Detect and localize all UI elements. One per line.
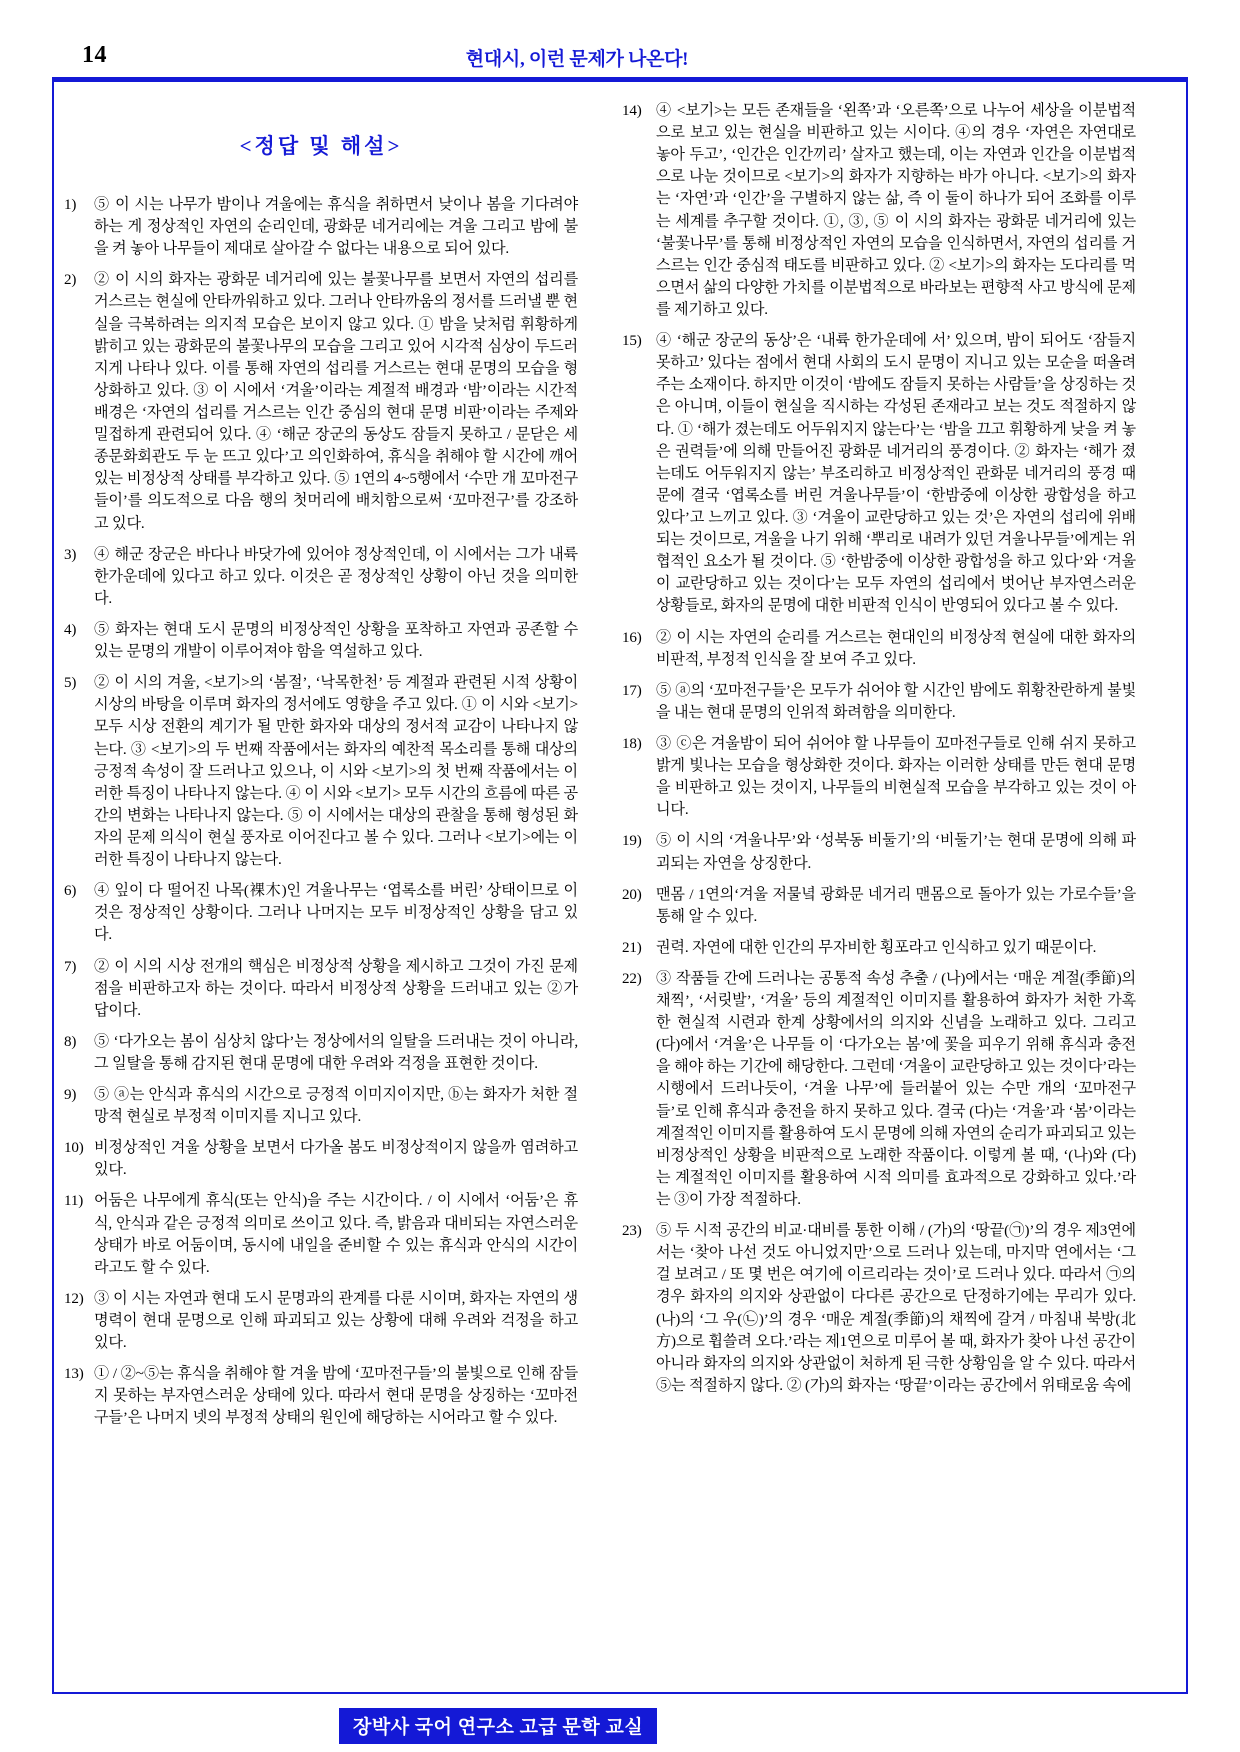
page-header [52, 42, 1188, 82]
answer-text: 비정상적인 겨울 상황을 보면서 다가올 봄도 비정상적이지 않을까 염려하고 있다. [94, 1140, 578, 1179]
answer-number: 18) [622, 735, 642, 752]
answer-text: ② 이 시는 자연의 순리를 거스르는 현대인의 비정상적 현실에 대한 화자의 비판적, 부정적 인식을 잘 보여 주고 있다. [656, 629, 1136, 668]
answer-text: ⑤ ⓐ의 ‘꼬마전구들’은 모두가 쉬어야 할 시간인 밤에도 휘황찬란하게 불빛을 내는 현대 문명의 인위적 화려함을 의미한다. [656, 682, 1136, 721]
answer-text: ④ 잎이 다 떨어진 나목(裸木)인 겨울나무는 ‘엽록소를 버린’ 상태이므로 이것은 정상적인 상황이다. 그러나 나머지는 모두 비정상적인 상황을 담고 있다. [94, 883, 578, 944]
answer-item [64, 880, 578, 946]
left-answer-list [64, 194, 578, 1430]
right-column [622, 86, 1136, 1686]
left-column [64, 86, 578, 1686]
answer-number: 7) [64, 958, 77, 975]
answer-item [64, 194, 578, 260]
answer-item [64, 1084, 578, 1128]
answer-number: 15) [622, 333, 642, 350]
answer-number: 9) [64, 1087, 77, 1104]
two-column-body [56, 86, 1184, 1686]
answer-text: ④ <보기>는 모든 존재들을 ‘왼쪽’과 ‘오른쪽’으로 나누어 세상을 이분법적으로 보고 있는 현실을 비판하고 있는 시이다. ④의 경우 ‘자연은 자연대로 놓아 두고’, ‘인간은 인간끼리’ 살자고 했는데, 이는 자연과 인간을 이분법적으로 나눈 것이므로 <보기>의 화자가 지향하는 바가 아니다. <보기>의 화자는 ‘자연’과 ‘인간’을 구별하지 않는 삶, 즉 이 둘이 하나가 되어 조화를 이루는 세계를 추구할 것이다. ①, ③, ⑤ 이 시의 화자는 광화문 네거리에 있는 ‘불꽃나무’를 통해 비정상적인 자연의 모습을 인식하면서, 자연의 섭리를 거스르는 인간 중심적 태도를 비판하고 있다. ② <보기>의 화자는 도다리를 먹으면서 삶의 다양한 가치를 이분법적으로 바라보는 편향적 사고 방식에 문제를 제기하고 있다. [656, 103, 1136, 318]
answer-number: 8) [64, 1033, 77, 1050]
answer-item [622, 100, 1136, 321]
answer-text: 맨몸 / 1연의‘겨울 저물녘 광화문 네거리 맨몸으로 돌아가 있는 가로수들’을 통해 알 수 있다. [656, 886, 1136, 925]
answer-number: 6) [64, 883, 77, 900]
answer-number: 19) [622, 833, 642, 850]
answer-number: 13) [64, 1366, 84, 1383]
answer-text: ② 이 시의 겨울, <보기>의 ‘봄절’, ‘낙목한천’ 등 계절과 관련된 시적 상황이 시상의 바탕을 이루며 화자의 정서에도 영향을 주고 있다. ① 이 시와 <보기> 모두 시상 전환의 계기가 될 만한 화자와 대상의 정서적 교감이 나타나지 않는다. ③ <보기>의 두 번째 작품에서는 화자의 예찬적 목소리를 통해 대상의 긍정적 속성이 잘 드러나고 있으나, 이 시와 <보기>의 첫 번째 작품에서는 이러한 특징이 나타나지 않는다. ④ 이 시와 <보기> 모두 시간의 흐름에 따른 공간의 변화는 나타나지 않는다. ⑤ 이 시에서는 대상의 관찰을 통해 형성된 화자의 문제 의식이 현실 풍자로 이어진다고 볼 수 있다. 그러나 <보기>에는 이러한 특징이 나타나지 않는다. [94, 675, 578, 869]
answer-text: ⑤ ‘다가오는 봄이 심상치 않다’는 정상에서의 일탈을 드러내는 것이 아니라, 그 일탈을 통해 감지된 현대 문명에 대한 우려와 걱정을 표현한 것이다. [94, 1033, 578, 1072]
answer-text: ④ 해군 장군은 바다나 바닷가에 있어야 정상적인데, 이 시에서는 그가 내륙 한가운데에 있다고 하고 있다. 이것은 곧 정상적인 상황이 아닌 것을 의미한다. [94, 546, 578, 607]
answer-number: 20) [622, 886, 642, 903]
answer-item [64, 1363, 578, 1429]
answer-text: ② 이 시의 화자는 광화문 네거리에 있는 불꽃나무를 보면서 자연의 섭리를 거스르는 현실에 안타까워하고 있다. 그러나 안타까움의 정서를 드러낼 뿐 현실을 극복하려는 의지적 모습은 보이지 않고 있다. ① 밤을 낮처럼 휘황하게 밝히고 있는 광화문의 불꽃나무의 모습을 그리고 있어 시각적 심상이 두드러지게 나타나 있다. 이를 통해 자연의 섭리를 거스르는 현대 문명의 모습을 형상화하고 있다. ③ 이 시에서 ‘겨울’이라는 계절적 배경과 ‘밤’이라는 시간적 배경은 ‘자연의 섭리를 거스르는 인간 중심의 현대 문명 비판’이라는 주제와 밀접하게 관련되어 있다. ④ ‘해군 장군의 동상도 잠들지 못하고 / 문닫은 세종문화회관도 두 눈 뜨고 있다’고 의인화하여, 휴식을 취해야 할 시간에 깨어 있는 비정상적 상태를 부각하고 있다. ⑤ 1연의 4~5행에서 ‘수만 개 꼬마전구들이’를 의도적으로 다음 행의 첫머리에 배치함으로써 ‘꼬마전구’를 강조하고 있다. [94, 272, 578, 532]
answer-number: 10) [64, 1140, 84, 1157]
answer-number: 12) [64, 1290, 84, 1307]
answer-item [622, 830, 1136, 874]
answer-text: ④ ‘해군 장군의 동상’은 ‘내륙 한가운데에 서’ 있으며, 밤이 되어도 ‘잠들지 못하고’ 있다는 점에서 현대 사회의 도시 문명이 지니고 있는 모순을 떠올려 주는 소재이다. 하지만 이것이 ‘밤에도 잠들지 못하는 사람들’을 상징하는 것은 아니며, 이들이 현실을 직시하는 각성된 존재라고 보는 것도 적절하지 않다. ① ‘해가 졌는데도 어두워지지 않는다’는 ‘밤을 끄고 휘황하게 낮을 켜 놓은 권력들’에 의해 만들어진 광화문 네거리의 풍경이다. ② 화자는 ‘해가 졌는데도 어두워지지 않는’ 부조리하고 비정상적인 관화문 네거리의 풍경 때문에 결국 ‘엽록소를 버린 겨울나무들’이 ‘한밤중에 이상한 광합성을 하고 있다’고 느끼고 있다. ③ ‘겨울이 교란당하고 있는 것’은 자연의 섭리에 위배되는 것이므로, 겨울을 나기 위해 ‘뿌리로 내려가 있던 겨울나무들’에게는 위협적인 요소가 될 것이다. ⑤ ‘한밤중에 이상한 광합성을 하고 있다’와 ‘겨울이 교란당하고 있는 것이다’는 모두 자연의 섭리에서 벗어난 부자연스러운 상황들로, 화자의 문명에 대한 비판적 인식이 반영되어 있다고 볼 수 있다. [656, 333, 1136, 615]
answer-number: 22) [622, 970, 642, 987]
answer-text: ⑤ 이 시는 나무가 밤이나 겨울에는 휴식을 취하면서 낮이나 봄을 기다려야 하는 게 정상적인 자연의 순리인데, 광화문 네거리에는 겨울 그리고 밤에 불을 켜 놓아 나무들이 제대로 살아갈 수 없다는 내용으로 되어 있다. [94, 197, 578, 258]
answer-number: 1) [64, 197, 77, 213]
answer-number: 2) [64, 272, 77, 289]
answer-text: ⑤ 이 시의 ‘겨울나무’와 ‘성북동 비둘기’의 ‘비둘기’는 현대 문명에 의해 파괴되는 자연을 상징한다. [656, 833, 1136, 872]
answer-item [622, 937, 1136, 959]
section-title: <정답 및 해설> [239, 134, 403, 158]
answer-item [64, 1190, 578, 1278]
answer-item [64, 544, 578, 610]
answer-number: 3) [64, 546, 77, 563]
answer-number: 16) [622, 629, 642, 646]
answer-text: ③ 이 시는 자연과 현대 도시 문명과의 관계를 다룬 시이며, 화자는 자연의 생명력이 현대 문명으로 인해 파괴되고 있는 상황에 대해 우려와 걱정을 하고 있다. [94, 1290, 578, 1352]
answer-item [64, 956, 578, 1022]
answer-item [622, 330, 1136, 617]
answer-text: 어둠은 나무에게 휴식(또는 안식)을 주는 시간이다. / 이 시에서 ‘어둠’은 휴식, 안식과 같은 긍정적 의미로 쓰이고 있다. 즉, 밝음과 대비되는 자연스러운 상태가 바로 어둠이며, 동시에 내일을 준비할 수 있는 휴식과 안식의 시간이라고도 할 수 있다. [94, 1193, 578, 1276]
answer-text: ⑤ 두 시적 공간의 비교·대비를 통한 이해 / (가)의 ‘땅끝(㉠)’의 경우 제3연에서는 ‘찾아 나선 것도 아니었지만’으로 드러나 있는데, 마지막 연에서는 ‘그걸 보려고 / 또 몇 번은 여기에 이르리라는 것이’로 드러나 있다. 따라서 ㉠의 경우 화자의 의지와 상관없이 다다른 공간으로 단정하기에는 무리가 있다. (나)의 ‘그 우(㉡)’의 경우 ‘매운 계절(季節)의 채찍에 갈겨 / 마침내 북방(北方)으로 휩쓸려 오다.’라는 제1연으로 미루어 볼 때, 화자가 찾아 나선 공간이 아니라 화자의 의지와 상관없이 처하게 된 극한 상황임을 알 수 있다. 따라서 ⑤는 적절하지 않다. ② (가)의 화자는 ‘땅끝’이라는 공간에서 위태로움 속에 [656, 1223, 1136, 1394]
answer-number: 4) [64, 621, 77, 638]
answer-item [64, 1137, 578, 1181]
answer-item [622, 1220, 1136, 1397]
answer-text: ② 이 시의 시상 전개의 핵심은 비정상적 상황을 제시하고 그것이 가진 문제점을 비판하고자 하는 것이다. 따라서 비정상적 상황을 드러내고 있는 ②가 답이다. [94, 958, 578, 1019]
answer-item [64, 269, 578, 534]
page-number: 14 [82, 42, 107, 68]
answer-number: 5) [64, 675, 77, 692]
answer-item [64, 672, 578, 871]
answer-text: 권력. 자연에 대한 인간의 무자비한 횡포라고 인식하고 있기 때문이다. [656, 939, 1097, 956]
answer-item [622, 968, 1136, 1211]
answer-number: 11) [64, 1193, 84, 1210]
footer-banner-area [0, 1712, 1136, 1752]
answer-text: ① / ②~⑤는 휴식을 취해야 할 겨울 밤에 ‘꼬마전구들’의 불빛으로 인해 잠들지 못하는 부자연스러운 상태에 있다. 따라서 현대 문명을 상징하는 ‘꼬마전구들’은 나머지 넷의 부정적 상태의 원인에 해당하는 시어라고 할 수 있다. [94, 1366, 578, 1427]
right-answer-list [622, 100, 1136, 1397]
answer-item [622, 627, 1136, 671]
answer-item [622, 680, 1136, 724]
answer-item [64, 619, 578, 663]
answer-text: ⑤ 화자는 현대 도시 문명의 비정상적인 상황을 포착하고 자연과 공존할 수 있는 문명의 개발이 이루어져야 함을 역설하고 있다. [94, 621, 578, 661]
answer-item [622, 733, 1136, 821]
answer-item [622, 884, 1136, 928]
answer-item [64, 1288, 578, 1354]
answer-number: 14) [622, 103, 642, 119]
answer-item [64, 1031, 578, 1075]
answer-number: 23) [622, 1223, 642, 1240]
answer-text: ⑤ ⓐ는 안식과 휴식의 시간으로 긍정적 이미지이지만, ⓑ는 화자가 처한 절망적 현실로 부정적 이미지를 지니고 있다. [94, 1087, 578, 1126]
answer-text: ③ ⓒ은 겨울밤이 되어 쉬어야 할 나무들이 꼬마전구들로 인해 쉬지 못하고 밝게 빛나는 모습을 형상화한 것이다. 화자는 이러한 상태를 만든 현대 문명을 비판하고 있는 것이지, 나무들의 비현실적 모습을 부각하고 있는 것이 아니다. [656, 735, 1136, 819]
header-title: 현대시, 이런 문제가 나온다! [465, 49, 689, 70]
answer-number: 21) [622, 939, 642, 956]
answer-number: 17) [622, 682, 642, 699]
answer-text: ③ 작품들 간에 드러나는 공통적 속성 추출 / (나)에서는 ‘매운 계절(季節)의 채찍’, ‘서릿발’, ‘겨울’ 등의 계절적인 이미지를 활용하여 화자가 처한 가혹한 현실적 시련과 한계 상황에서의 의지와 신념을 노래하고 있다. 그리고 (다)에서 ‘겨울’은 나무들 이 ‘다가오는 봄’에 꽃을 피우기 위해 휴식과 충전을 해야 하는 기간에 해당한다. 그런데 ‘겨울이 교란당하고 있는 것이다’라는 시행에서 드러나듯이, ‘겨울 나무’에 들러붙어 있는 수만 개의 ‘꼬마전구들’로 인해 휴식과 충전을 하지 못하고 있다. 결국 (다)는 ‘겨울’과 ‘봄’이라는 계절적인 이미지를 활용하여 도시 문명에 의해 자연의 순리가 파괴되고 있는 비정상적인 상황을 비판적으로 노래한 작품이다. 이렇게 볼 때, ‘(나)와 (다)는 계절적인 이미지를 활용하여 시적 의미를 효과적으로 강화하고 있다.’라는 ③이 가장 적절하다. [656, 970, 1136, 1209]
footer-banner: 장박사 국어 연구소 고급 문학 교실 [339, 1708, 657, 1744]
